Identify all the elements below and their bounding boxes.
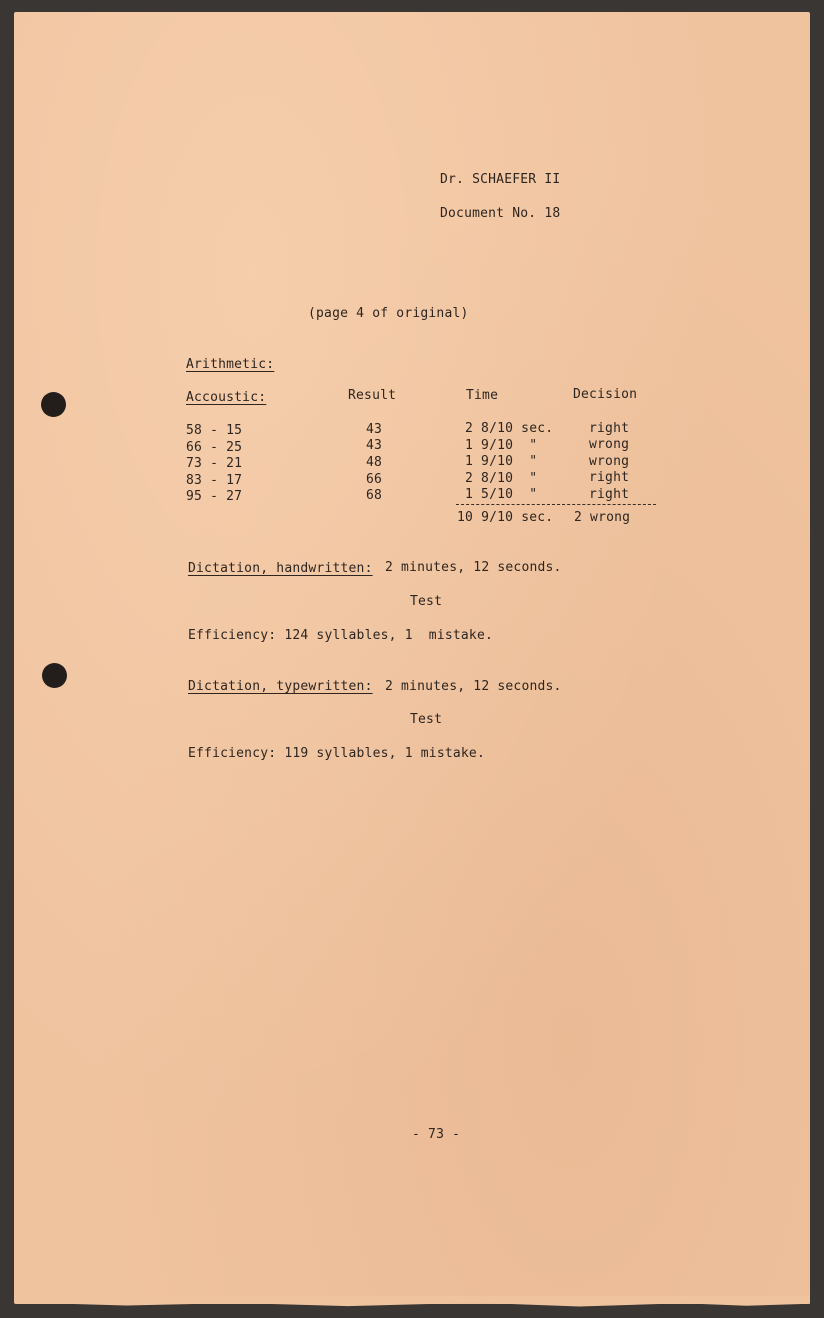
- header-name: Dr. SCHAEFER II: [440, 172, 561, 187]
- table-cell-problem: 66 - 25: [186, 440, 243, 455]
- total-decision: 2 wrong: [574, 510, 631, 525]
- column-header-time: Time: [466, 388, 499, 403]
- table-cell-result: 68: [365, 488, 383, 503]
- total-time: 10 9/10 sec.: [457, 510, 554, 525]
- table-cell-result: 48: [365, 455, 383, 470]
- table-cell-problem: 73 - 21: [186, 456, 243, 471]
- page-note: (page 4 of original): [308, 306, 469, 321]
- column-header-decision: Decision: [573, 387, 638, 402]
- dictation-handwritten-duration: 2 minutes, 12 seconds.: [385, 560, 562, 575]
- punch-hole-bottom: [42, 663, 67, 688]
- dictation-handwritten-label: Dictation, handwritten:: [188, 561, 373, 576]
- table-cell-decision: right: [589, 421, 630, 436]
- table-cell-decision: right: [589, 470, 630, 485]
- table-cell-time: 1 5/10 ": [465, 487, 538, 502]
- header-document-number: Document No. 18: [440, 206, 561, 221]
- column-header-result: Result: [348, 388, 397, 403]
- table-cell-result: 66: [365, 472, 383, 487]
- table-cell-decision: wrong: [589, 454, 630, 469]
- dictation-typewritten-label: Dictation, typewritten:: [188, 679, 373, 694]
- table-cell-problem: 83 - 17: [186, 473, 243, 488]
- dictation-typewritten-efficiency: Efficiency: 119 syllables, 1 mistake.: [188, 746, 485, 761]
- dictation-handwritten-test: Test: [410, 594, 443, 609]
- dictation-typewritten-test: Test: [410, 712, 443, 727]
- document-page: [14, 12, 810, 1304]
- sum-rule: [456, 504, 656, 505]
- table-cell-problem: 95 - 27: [186, 489, 243, 504]
- dictation-typewritten-duration: 2 minutes, 12 seconds.: [385, 679, 562, 694]
- table-cell-time: 2 8/10 sec.: [465, 421, 554, 436]
- table-cell-decision: right: [589, 487, 630, 502]
- punch-hole-top: [41, 392, 66, 417]
- table-cell-decision: wrong: [589, 437, 630, 452]
- table-cell-result: 43: [365, 438, 383, 453]
- table-cell-problem: 58 - 15: [186, 423, 243, 438]
- table-cell-result: 43: [365, 422, 383, 437]
- table-cell-time: 1 9/10 ": [465, 454, 538, 469]
- column-header-problem: Accoustic:: [186, 390, 267, 405]
- section-title-arithmetic: Arithmetic:: [186, 357, 275, 372]
- table-cell-time: 1 9/10 ": [465, 438, 538, 453]
- dictation-handwritten-efficiency: Efficiency: 124 syllables, 1 mistake.: [188, 628, 494, 643]
- page-number: - 73 -: [412, 1127, 461, 1142]
- table-cell-time: 2 8/10 ": [465, 471, 538, 486]
